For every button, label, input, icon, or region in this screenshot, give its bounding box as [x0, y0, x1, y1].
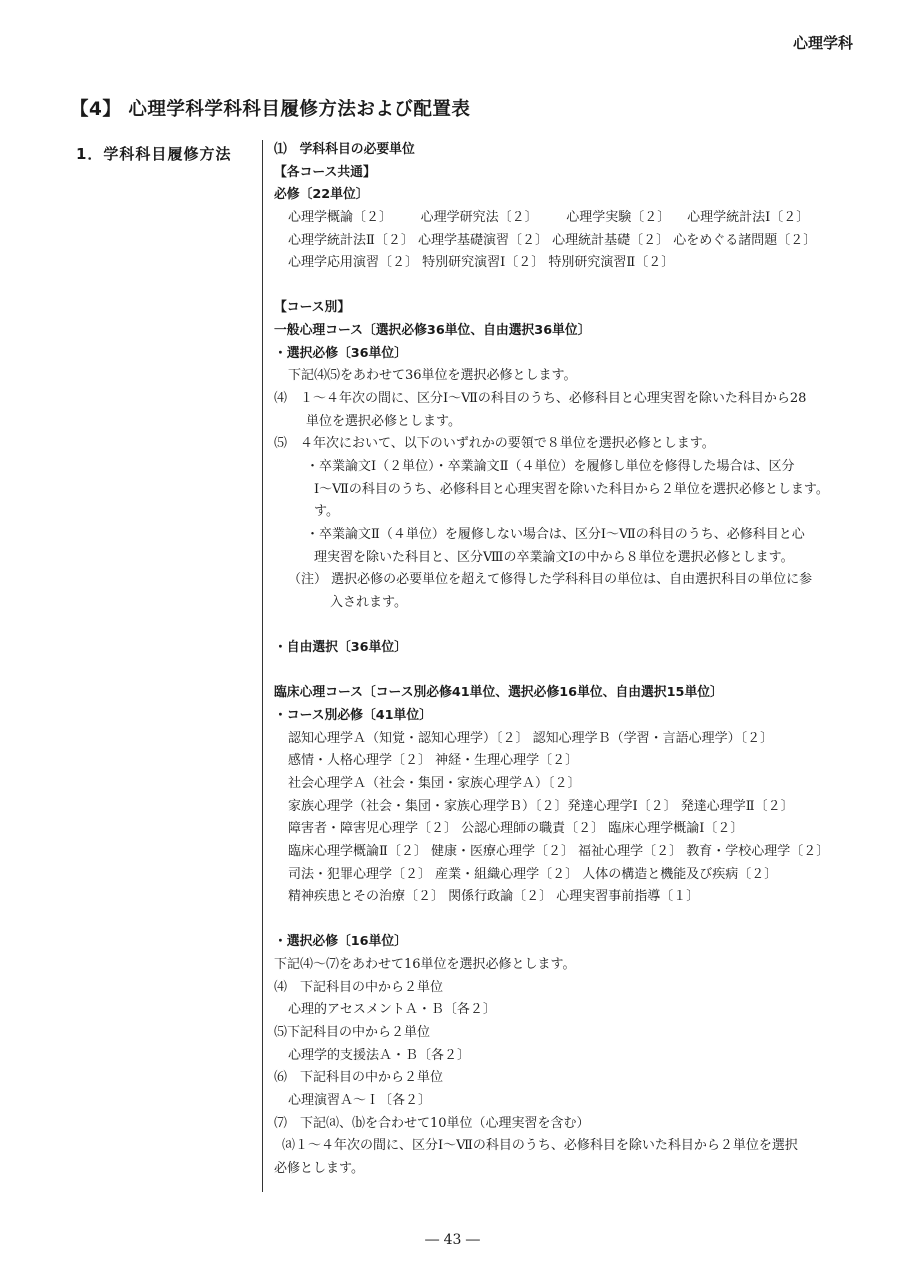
clinical-required-title: ・コース別必修〔41単位〕 — [274, 708, 432, 724]
item-b-line-5: ・卒業論文Ⅱ（４単位）を履修しない場合は、区分Ⅰ～Ⅶの科目のうち、必修科目と心 — [306, 526, 805, 542]
item-i-course: 心理的アセスメントＡ・Ｂ〔各２〕 — [288, 1002, 496, 1018]
left-heading: 1．学科科目履修方法 — [76, 145, 232, 163]
clinical-required-row: 司法・犯罪心理学〔２〕 産業・組織心理学〔２〕 人体の構造と機能及び疾病〔２〕 — [288, 866, 778, 882]
item-b-line-3: Ⅰ～Ⅶの科目のうち、必修科目と心理実習を除いた科目から２単位を選択必修とします。 — [314, 481, 829, 497]
item-b-line-4: す。 — [314, 504, 339, 520]
general-elective-title: ・選択必修〔36単位〕 — [274, 345, 407, 361]
clinical-intro: 下記⑷～⑺をあわせて16単位を選択必修とします。 — [274, 957, 576, 973]
item-a-line-1: ⑷ １～４年次の間に、区分Ⅰ～Ⅶの科目のうち、必修科目と心理実習を除いた科目から28 — [274, 391, 807, 407]
department-label: 心理学科 — [792, 34, 853, 52]
general-course-title: 一般心理コース〔選択必修36単位、自由選択36単位〕 — [274, 323, 591, 339]
item-ro-course: 心理学的支援法Ａ・Ｂ〔各２〕 — [288, 1047, 471, 1063]
item-ni-b: 必修とします。 — [274, 1160, 364, 1176]
item-ni: ⑺ 下記⒜、⒝を合わせて10単位（心理実習を含む） — [274, 1115, 590, 1131]
required-label: 必修〔22単位〕 — [274, 187, 369, 203]
clinical-course-title: 臨床心理コース〔コース別必修41単位、選択必修16単位、自由選択15単位〕 — [274, 685, 723, 701]
clinical-required-row: 感情・人格心理学〔２〕 神経・生理心理学〔２〕 — [288, 753, 579, 769]
clinical-required-row: 障害者・障害児心理学〔２〕 公認心理師の職責〔２〕 臨床心理学概論Ⅰ〔２〕 — [288, 821, 744, 837]
item-b-line-6: 理実習を除いた科目と、区分Ⅷの卒業論文Ⅰの中から８単位を選択必修とします。 — [314, 549, 794, 565]
required-units-heading: ⑴ 学科科目の必要単位 — [274, 142, 415, 157]
course-specific-label: 【コース別】 — [274, 300, 351, 316]
note-line-1: （注） 選択必修の必要単位を超えて修得した学科科目の単位は、自由選択科目の単位に参 — [288, 572, 813, 588]
required-row-3: 心理学応用演習〔２〕 特別研究演習Ⅰ〔２〕 特別研究演習Ⅱ〔２〕 — [288, 255, 675, 271]
clinical-elective-title: ・選択必修〔16単位〕 — [274, 934, 407, 950]
course-item: 心理学概論〔２〕 — [288, 209, 393, 225]
clinical-required-row: 精神疾患とその治療〔２〕 関係行政論〔２〕 心理実習事前指導〔１〕 — [288, 889, 700, 905]
course-item: 心理学実験〔２〕 — [566, 209, 671, 225]
item-b-line-1: ⑸ ４年次において、以下のいずれかの要領で８単位を選択必修とします。 — [274, 436, 715, 452]
vertical-divider — [262, 140, 263, 1192]
common-label: 【各コース共通】 — [274, 164, 376, 180]
section-title: 【4】 心理学科学科科目履修方法および配置表 — [70, 99, 471, 120]
note-line-2: 入されます。 — [330, 594, 407, 610]
clinical-required-row: 認知心理学Ａ（知覚・認知心理学）〔２〕 認知心理学Ｂ（学習・言語心理学）〔２〕 — [288, 730, 774, 746]
item-ha-course: 心理演習Ａ～Ｉ〔各２〕 — [288, 1092, 432, 1108]
clinical-required-row: 家族心理学（社会・集団・家族心理学Ｂ）〔２〕発達心理学Ⅰ〔２〕 発達心理学Ⅱ〔２〕 — [288, 798, 794, 814]
required-row-2: 心理学統計法Ⅱ〔２〕 心理学基礎演習〔２〕 心理統計基礎〔２〕 心をめぐる諸問題〔２〕 — [288, 232, 817, 248]
item-ha: ⑹ 下記科目の中から２単位 — [274, 1070, 444, 1086]
required-row-1 — [274, 207, 864, 230]
item-b-line-2: ・卒業論文Ⅰ（２単位）・卒業論文Ⅱ（４単位）を履修し単位を修得した場合は、区分 — [306, 458, 795, 474]
course-item: 心理学統計法Ⅰ〔２〕 — [687, 209, 810, 225]
clinical-required-row: 社会心理学Ａ（社会・集団・家族心理学Ａ）〔２〕 — [288, 775, 581, 791]
free-elective-title: ・自由選択〔36単位〕 — [274, 640, 407, 656]
item-a-line-2: 単位を選択必修とします。 — [306, 413, 461, 429]
page-number: ― 43 ― — [425, 1232, 480, 1248]
item-i: ⑷ 下記科目の中から２単位 — [274, 979, 444, 995]
general-intro: 下記⑷⑸をあわせて36単位を選択必修とします。 — [288, 368, 577, 384]
item-ni-a: ⒜１～４年次の間に、区分Ⅰ～Ⅶの科目のうち、必修科目を除いた科目から２単位を選択 — [282, 1138, 798, 1154]
item-ro: ⑸下記科目の中から２単位 — [274, 1024, 431, 1040]
content-column — [274, 139, 864, 1180]
course-item: 心理学研究法〔２〕 — [420, 209, 538, 225]
clinical-required-row: 臨床心理学概論Ⅱ〔２〕 健康・医療心理学〔２〕 福祉心理学〔２〕 教育・学校心理学〔２〕 — [288, 843, 830, 859]
